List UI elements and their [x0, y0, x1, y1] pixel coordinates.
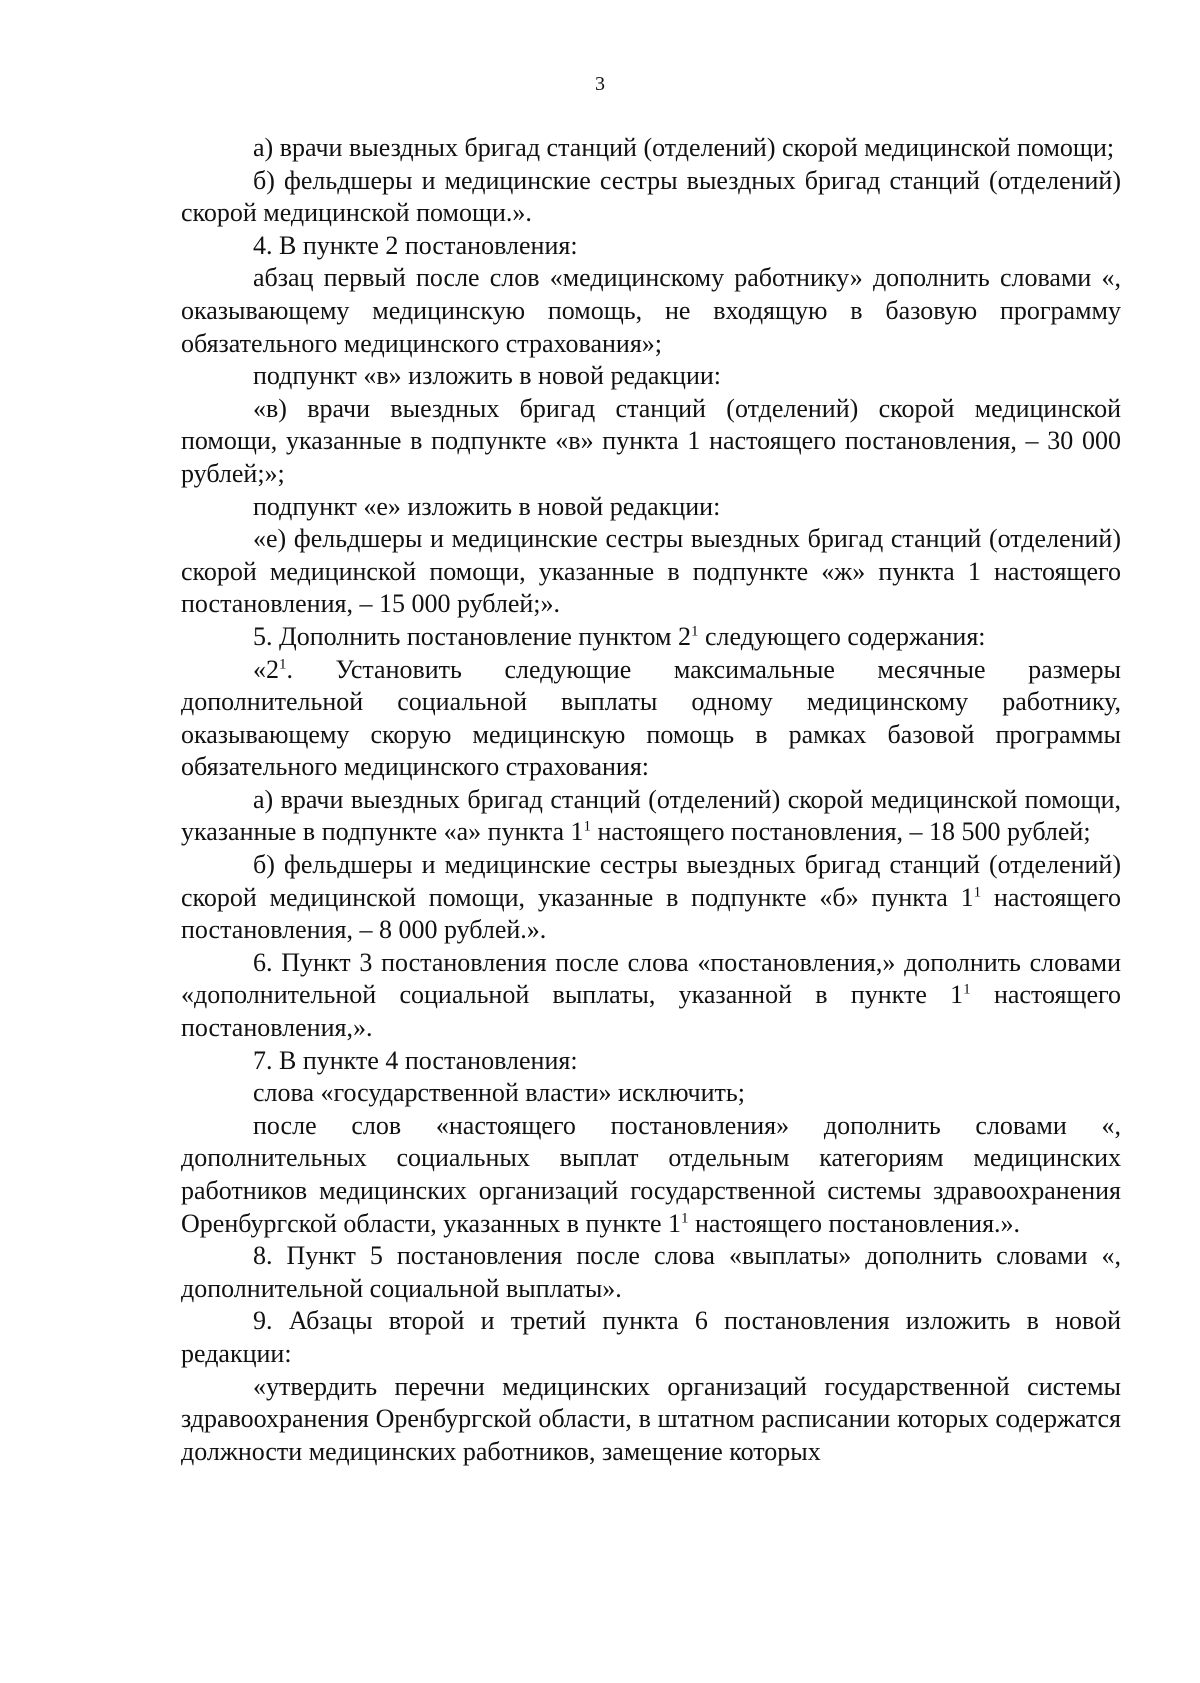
paragraph: 8. Пункт 5 постановления после слова «выплаты» дополнить словами «, дополнительной социальной выплаты». — [181, 1241, 1121, 1303]
paragraph: б) фельдшеры и медицинские сестры выездных бригад станций (отделений) скорой медицинской помощи, указанные в подпункте «б» пункта $1^1$ настоящего постановления, – 8 000 рублей.». — [181, 850, 1121, 945]
paragraph: а) врачи выездных бригад станций (отделений) скорой медицинской помощи; — [253, 133, 1115, 162]
paragraph: после слов «настоящего постановления» дополнить словами «, дополнительных социальных выплат отдельным категориям медицинских работников медицинских организаций государственной системы здравоохранения Оренбургской области, указанных в пункте $1^1$ настоящего постановления.». — [181, 1110, 1121, 1238]
paragraph: 9. Абзацы второй и третий пункта 6 постановления изложить в новой редакции: — [181, 1306, 1121, 1368]
paragraph: 7. В пункте 4 постановления: — [253, 1045, 578, 1075]
paragraph: подпункт «в» изложить в новой редакции: — [253, 361, 722, 391]
page-number: 3 — [595, 73, 605, 95]
superscript-index: 1 — [681, 1209, 689, 1226]
paragraph: абзац первый после слов «медицинскому работнику» дополнить словами «, оказывающему медицинскую помощь, не входящую в базовую программу обязательного медицинского страхования»; — [181, 263, 1121, 358]
paragraph: «е) фельдшеры и медицинские сестры выездных бригад станций (отделений) скорой медицинской помощи, указанные в подпункте «ж» пункта 1 настоящего постановления, – 15 000 рублей;». — [181, 524, 1121, 619]
superscript-index: 1 — [583, 818, 591, 835]
paragraph: б) фельдшеры и медицинские сестры выездных бригад станций (отделений) скорой медицинской помощи.». — [181, 165, 1121, 228]
paragraph: 5. Дополнить постановление пунктом $2^1$ следующего содержания: — [253, 621, 986, 651]
superscript-index: 1 — [279, 655, 287, 672]
paragraph: «$2^1$. Установить следующие максимальные месячные размеры дополнительной социальной выплаты одному медицинскому работнику, оказывающему скорую медицинскую помощь в рамках базовой программы обязательного медицинского страхования: — [181, 654, 1121, 782]
paragraph: а) врачи выездных бригад станций (отделений) скорой медицинской помощи, указанные в подпункте «а» пункта $1^1$ настоящего постановления, – 18 500 рублей; — [181, 784, 1121, 847]
document-body — [181, 132, 1121, 1468]
paragraph: 6. Пункт 3 постановления после слова «постановления,» дополнить словами «дополнительной социальной выплаты, указанной в пункте $1^1$ настоящего постановления,». — [181, 947, 1121, 1043]
paragraph: подпункт «е» изложить в новой редакции: — [253, 491, 721, 521]
superscript-index: 1 — [690, 623, 699, 640]
superscript-index: 1 — [973, 883, 982, 900]
paragraph: «в) врачи выездных бригад станций (отделений) скорой медицинской помощи, указанные в подпункте «в» пункта 1 настоящего постановления, – 30 000 рублей;»; — [181, 393, 1121, 488]
superscript-index: 1 — [963, 981, 971, 998]
paragraph: «утвердить перечни медицинских организаций государственной системы здравоохранения Оренбургской области, в штатном расписании которых содержатся должности медицинских работников, замещение которых — [181, 1371, 1121, 1466]
paragraph: 4. В пункте 2 постановления: — [253, 230, 578, 260]
paragraph: слова «государственной власти» исключить; — [253, 1078, 745, 1108]
